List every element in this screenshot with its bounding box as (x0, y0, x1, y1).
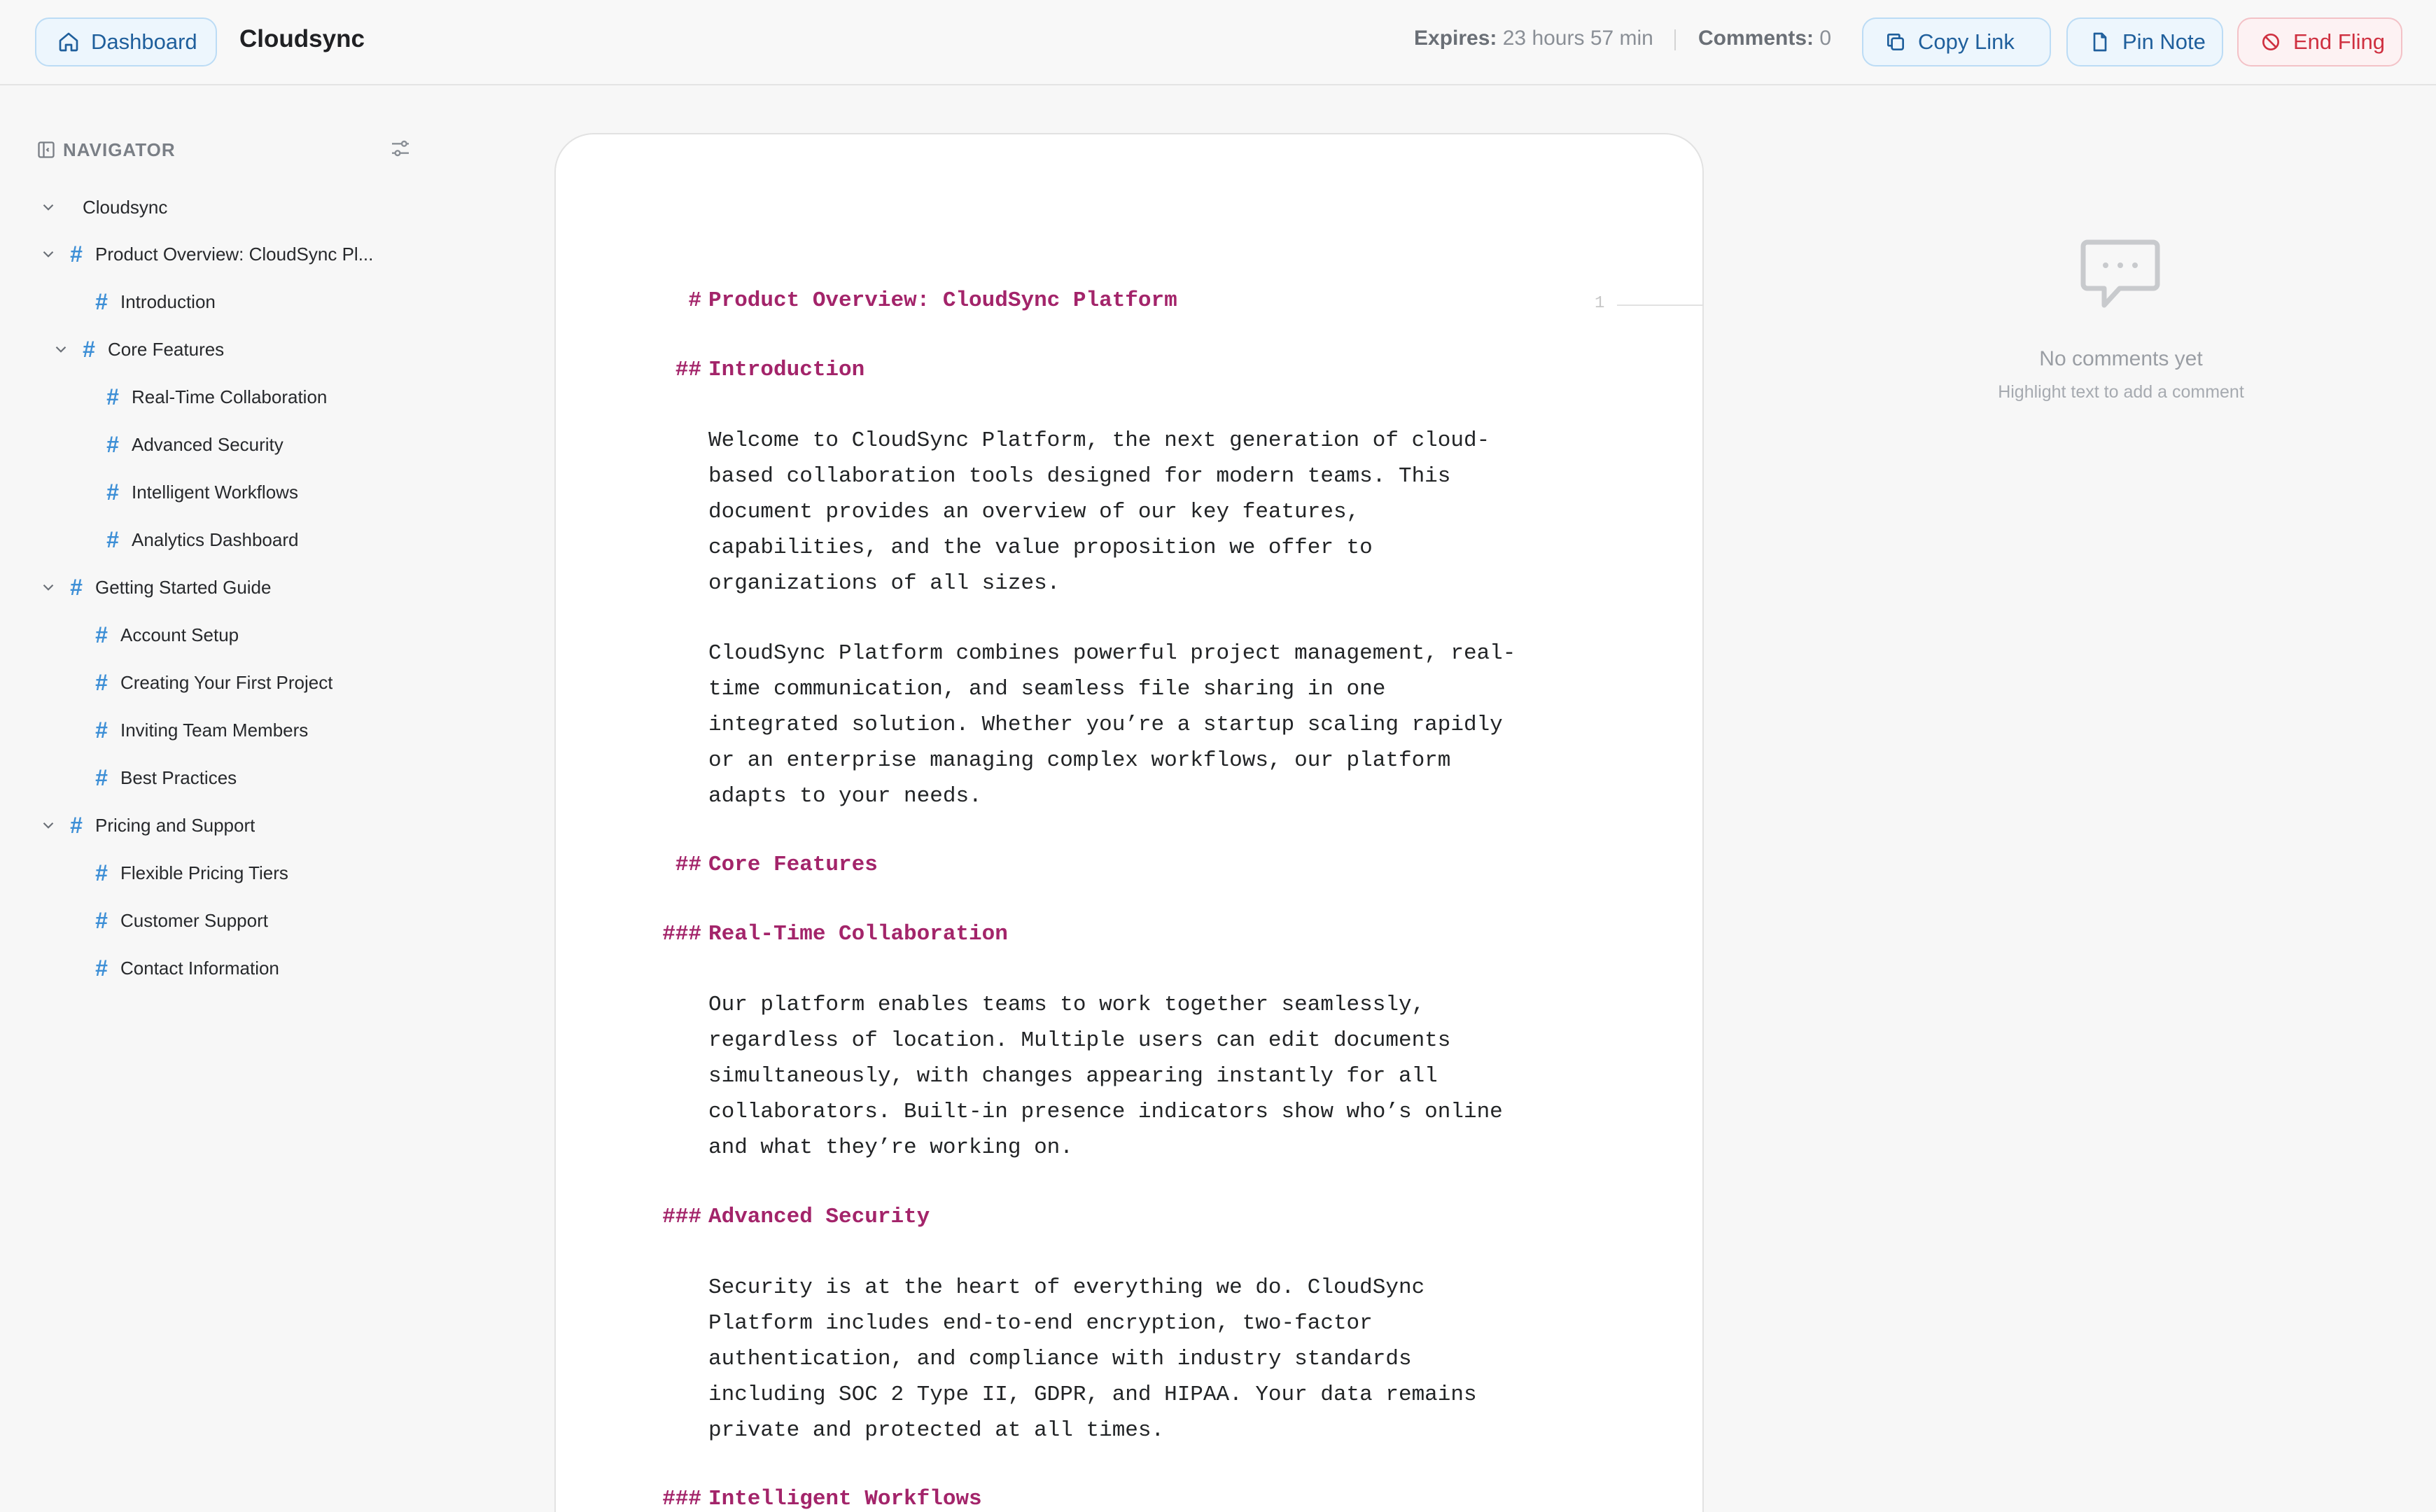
comments-count (1698, 27, 1831, 50)
sidebar-item-label: Creating Your First Project (120, 671, 333, 693)
sidebar-item-advanced-security[interactable] (104, 427, 284, 462)
paragraph[interactable]: Welcome to CloudSync Platform, the next generation of cloud- based collaboration tools designed for modern teams. This document provides an overview of our key features, capabilities, and the value proposition we offer to organizations of all sizes. (708, 428, 1490, 596)
sidebar-item-account-setup[interactable] (92, 617, 239, 652)
copy-icon (1884, 31, 1907, 53)
sidebar-item-label: Core Features (108, 338, 225, 360)
empty-comments-hint: Highlight text to add a comment (1998, 382, 2244, 402)
chevron-down-icon[interactable] (39, 578, 57, 596)
expires-label: Expires: (1414, 27, 1497, 50)
sidebar-item-inviting-team[interactable] (92, 713, 308, 748)
pin-note-button[interactable] (2066, 18, 2223, 66)
sidebar-item-customer-support[interactable] (92, 903, 268, 938)
heading-hash-icon: # (95, 955, 108, 981)
heading-hash-icon: # (106, 431, 119, 457)
heading-hash-icon: # (95, 860, 108, 886)
expires-value: 23 hours 57 min (1502, 27, 1653, 50)
sidebar-item-product-overview[interactable] (39, 237, 403, 272)
sidebar-item-label: Inviting Team Members (120, 719, 309, 741)
heading-3[interactable] (662, 1205, 930, 1229)
sidebar-item-real-time-collaboration[interactable] (104, 379, 327, 414)
sidebar-item-introduction[interactable] (92, 284, 216, 319)
note-icon (2089, 31, 2111, 53)
paragraph[interactable]: Our platform enables teams to work together seamlessly, regardless of location. Multiple users can edit documents simultaneously, with changes appearing instantly for all collaborators. Built-in presence indicators show who’s online and what they’re working on. (708, 993, 1503, 1160)
sidebar-item-label: Getting Started Guide (95, 576, 272, 598)
sidebar-item-pricing-support[interactable] (39, 808, 255, 843)
dashboard-button-label: Dashboard (91, 29, 197, 54)
heading-text: Product Overview: CloudSync Platform (708, 288, 1177, 313)
sidebar-item-label: Contact Information (120, 957, 279, 979)
sidebar-item-intelligent-workflows[interactable] (104, 475, 298, 510)
empty-comments-title: No comments yet (2039, 347, 2203, 370)
heading-hash-icon: # (70, 241, 83, 267)
sidebar-item-cloudsync[interactable] (39, 190, 167, 225)
dashboard-button[interactable] (35, 18, 217, 66)
heading-3[interactable] (662, 922, 1008, 946)
expires-info (1414, 27, 1653, 50)
sidebar-item-label: Customer Support (120, 909, 268, 931)
end-fling-label: End Fling (2293, 29, 2385, 54)
sidebar-item-label: Best Practices (120, 766, 237, 788)
sidebar-item-label: Product Overview: CloudSync Pl... (95, 243, 374, 265)
sidebar-item-first-project[interactable] (92, 665, 332, 700)
heading-2[interactable] (675, 358, 865, 382)
heading-mark: ### (662, 1205, 701, 1229)
heading-hash-icon: # (95, 717, 108, 743)
heading-2[interactable] (675, 853, 878, 877)
copy-link-label: Copy Link (1918, 29, 2015, 54)
meta-divider (1674, 29, 1676, 50)
paragraph[interactable]: CloudSync Platform combines powerful project management, real- time communication, and seamless file sharing in one integrated solution. Whether you’re a startup scaling rapidly or an enterprise managing complex workflows, our platform adapts to your needs. (708, 641, 1516, 808)
heading-hash-icon: # (95, 288, 108, 314)
comment-bubble-icon (2079, 237, 2162, 312)
app-title: Cloudsync (239, 25, 365, 52)
heading-text: Introduction (708, 358, 865, 382)
filter-settings-icon[interactable] (389, 137, 412, 160)
paragraph[interactable]: Security is at the heart of everything we do. CloudSync Platform includes end-to-end encryption, two-factor authentication, and compliance with industry standards including SOC 2 Type II, GDPR, and HIPAA. Your data remains private and protected at all times. (708, 1275, 1477, 1443)
heading-text: Real-Time Collaboration (708, 922, 1008, 946)
sidebar-item-label: Pricing and Support (95, 814, 255, 836)
heading-1[interactable] (688, 288, 1177, 313)
sidebar-item-contact-information[interactable] (92, 951, 279, 986)
comments-label: Comments: (1698, 27, 1814, 50)
heading-text: Advanced Security (708, 1205, 930, 1229)
heading-hash-icon: # (95, 622, 108, 648)
sidebar-item-pricing-tiers[interactable] (92, 855, 288, 890)
pin-note-label: Pin Note (2122, 29, 2206, 54)
ban-icon (2260, 31, 2282, 53)
heading-mark: # (688, 288, 701, 313)
sidebar-item-getting-started[interactable] (39, 570, 271, 605)
sidebar-item-label: Real-Time Collaboration (132, 386, 328, 407)
heading-hash-icon: # (95, 907, 108, 933)
chevron-down-icon[interactable] (39, 198, 57, 216)
chevron-down-icon[interactable] (39, 245, 57, 263)
sidebar-toggle-icon[interactable] (36, 140, 56, 160)
heading-text: Core Features (708, 853, 878, 877)
sidebar-item-label: Intelligent Workflows (132, 481, 298, 503)
navigator-header (36, 137, 176, 162)
sidebar-item-label: Flexible Pricing Tiers (120, 862, 288, 883)
sidebar-item-label: Introduction (120, 290, 216, 312)
heading-mark: ### (662, 1487, 701, 1511)
sidebar-item-analytics-dashboard[interactable] (104, 522, 298, 557)
sidebar-item-best-practices[interactable] (92, 760, 237, 795)
sidebar-item-label: Account Setup (120, 624, 239, 645)
heading-mark: ### (662, 922, 701, 946)
sidebar-item-label: Analytics Dashboard (132, 528, 299, 550)
heading-hash-icon: # (70, 812, 83, 838)
chevron-down-icon[interactable] (52, 340, 70, 358)
end-fling-button[interactable] (2237, 18, 2402, 66)
copy-link-button[interactable] (1862, 18, 2051, 66)
line-number: 1 (1595, 294, 1605, 313)
heading-hash-icon: # (95, 669, 108, 695)
heading-hash-icon: # (106, 384, 119, 410)
sidebar-item-label: Advanced Security (132, 433, 284, 455)
sidebar-item-label: Cloudsync (83, 196, 168, 218)
heading-hash-icon: # (83, 336, 95, 362)
heading-hash-icon: # (106, 479, 119, 505)
navigator-title: NAVIGATOR (63, 139, 176, 160)
heading-hash-icon: # (70, 574, 83, 600)
comments-value: 0 (1819, 27, 1832, 50)
heading-mark: ## (675, 853, 701, 877)
heading-hash-icon: # (106, 526, 119, 552)
heading-mark: ## (675, 358, 701, 382)
line-marker (1617, 304, 1704, 306)
sidebar-item-core-features[interactable] (52, 332, 224, 367)
heading-3[interactable] (662, 1487, 982, 1511)
home-icon (57, 31, 80, 53)
heading-hash-icon: # (95, 764, 108, 790)
heading-text: Intelligent Workflows (708, 1487, 982, 1511)
chevron-down-icon[interactable] (39, 816, 57, 834)
